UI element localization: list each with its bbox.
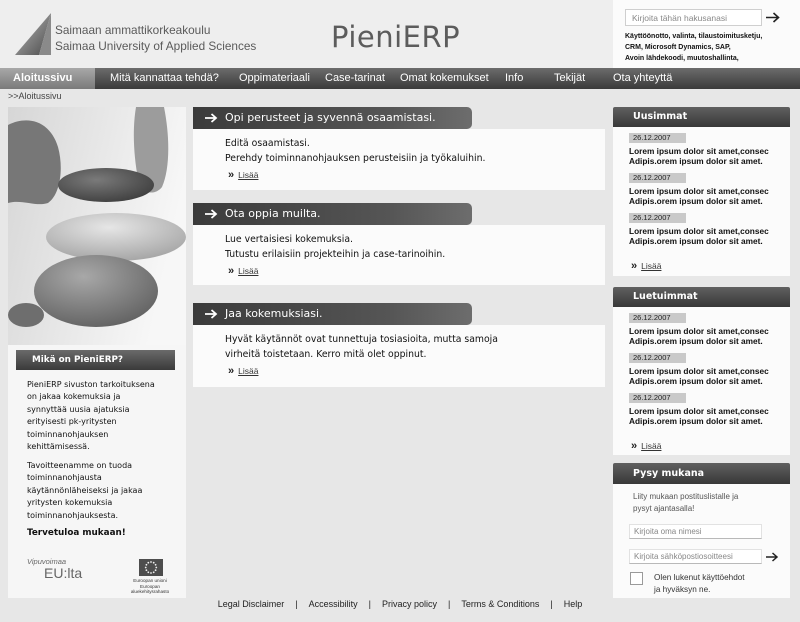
- nav-item-aloitussivu[interactable]: Aloitussivu: [0, 68, 95, 89]
- double-chevron-icon: [631, 260, 637, 272]
- section-heading-text: Ota oppia muilta.: [225, 207, 321, 220]
- main-nav: [0, 68, 800, 89]
- section-box-share: [193, 325, 605, 387]
- more-link[interactable]: [228, 365, 605, 377]
- eu-flag-icon: [139, 559, 163, 576]
- section-box-learn-from-others: [193, 225, 605, 285]
- footer-separator: |: [295, 599, 298, 609]
- more-link[interactable]: [228, 265, 605, 277]
- search-input[interactable]: [625, 9, 762, 26]
- email-input[interactable]: [629, 549, 762, 564]
- news-text[interactable]: Adipis.orem ipsum dolor sit amet.: [629, 376, 763, 386]
- section-heading-share[interactable]: [193, 303, 472, 325]
- latest-heading: Uusimmat: [613, 107, 790, 127]
- site-title[interactable]: PieniERP: [331, 20, 461, 54]
- tag-cloud[interactable]: Käyttöönotto, valinta, tilaustoimitusketju, CRM, Microsoft Dynamics, SAP, Avoin lähdekoodi, muutoshallinta,: [625, 33, 763, 62]
- section-box-learn: [193, 129, 605, 190]
- vipuvoimaa-logo-big: EU:lta: [44, 565, 83, 581]
- submit-arrow-icon[interactable]: [766, 552, 779, 562]
- news-text[interactable]: Lorem ipsum dolor sit amet,consec: [629, 406, 769, 416]
- stacked-stones-image: [8, 107, 186, 345]
- newsletter-description: Liity mukaan postituslistalle ja pysyt ajantasalla!: [633, 492, 739, 513]
- news-item[interactable]: [629, 213, 790, 253]
- news-item[interactable]: [629, 173, 790, 213]
- news-text[interactable]: Lorem ipsum dolor sit amet,consec: [629, 226, 769, 236]
- section-heading-learn-from-others[interactable]: [193, 203, 472, 225]
- more-link-label[interactable]: Lisää: [238, 170, 259, 180]
- more-link-label[interactable]: Lisää: [641, 261, 662, 271]
- news-date: 26.12.2007: [629, 393, 686, 403]
- section-heading-learn[interactable]: [193, 107, 472, 129]
- footer-link-accessibility[interactable]: Accessibility: [308, 599, 358, 609]
- news-item[interactable]: [629, 393, 790, 433]
- footer-link-privacy-policy[interactable]: Privacy policy: [381, 599, 437, 609]
- section-text-line: Editä osaamistasi.: [225, 138, 310, 149]
- nav-item-oppimateriaali[interactable]: Oppimateriaali: [239, 72, 310, 84]
- sidebar-goal-paragraph: Tavoitteenamme on tuoda toiminnanohjausta käytännönläheiseksi ja jakaa yritysten kokemuksia toiminnanohjauksesta.: [27, 461, 143, 520]
- footer-link-help[interactable]: Help: [563, 599, 583, 609]
- section-text-line: Tutustu erilaisiin projekteihin ja case-tarinoihin.: [225, 249, 446, 260]
- most-read-more-link[interactable]: [631, 440, 790, 452]
- most-read-heading: Luetuimmat: [613, 287, 790, 307]
- news-text[interactable]: Adipis.orem ipsum dolor sit amet.: [629, 236, 763, 246]
- footer: [0, 597, 800, 611]
- footer-separator: |: [368, 599, 371, 609]
- footer-separator: |: [448, 599, 451, 609]
- nav-item-mita-kannattaa-tehda[interactable]: Mitä kannattaa tehdä?: [110, 72, 219, 84]
- news-text[interactable]: Adipis.orem ipsum dolor sit amet.: [629, 416, 763, 426]
- more-link-label[interactable]: Lisää: [641, 441, 662, 451]
- double-chevron-icon: [228, 265, 234, 277]
- news-item[interactable]: [629, 313, 790, 353]
- section-text-line: Lue vertaisiesi kokemuksia.: [225, 234, 354, 245]
- news-date: 26.12.2007: [629, 213, 686, 223]
- most-read-box: [613, 307, 790, 455]
- news-date: 26.12.2007: [629, 173, 686, 183]
- latest-box: [613, 127, 790, 276]
- news-text[interactable]: Adipis.orem ipsum dolor sit amet.: [629, 196, 763, 206]
- nav-item-omat-kokemukset[interactable]: Omat kokemukset: [400, 72, 489, 84]
- newsletter-heading: Pysy mukana: [613, 463, 790, 484]
- section-text-line: Perehdy toiminnanohjauksen perusteisiin ja työkaluihin.: [225, 153, 486, 164]
- news-text[interactable]: Lorem ipsum dolor sit amet,consec: [629, 326, 769, 336]
- news-text[interactable]: Adipis.orem ipsum dolor sit amet.: [629, 336, 763, 346]
- news-date: 26.12.2007: [629, 353, 686, 363]
- nav-item-ota-yhteytta[interactable]: Ota yhteyttä: [613, 72, 673, 84]
- search-arrow-icon[interactable]: [765, 11, 781, 24]
- more-link-label[interactable]: Lisää: [238, 266, 259, 276]
- news-text[interactable]: Lorem ipsum dolor sit amet,consec: [629, 366, 769, 376]
- nav-item-tekijat[interactable]: Tekijät: [554, 72, 586, 84]
- nav-item-info[interactable]: Info: [505, 72, 524, 84]
- nav-item-case-tarinat[interactable]: Case-tarinat: [325, 72, 385, 84]
- news-date: 26.12.2007: [629, 313, 686, 323]
- double-chevron-icon: [631, 440, 637, 452]
- terms-label: Olen lukenut käyttöehdot ja hyväksyn ne.: [654, 573, 745, 594]
- news-text[interactable]: Lorem ipsum dolor sit amet,consec: [629, 186, 769, 196]
- footer-link-terms[interactable]: Terms & Conditions: [461, 599, 540, 609]
- sidebar-welcome: Tervetuloa mukaan!: [27, 528, 126, 538]
- more-link[interactable]: [228, 169, 605, 181]
- breadcrumb[interactable]: >>Aloitussivu: [8, 91, 62, 101]
- news-text[interactable]: Adipis.orem ipsum dolor sit amet.: [629, 156, 763, 166]
- sidebar-intro-paragraph: PieniERP sivuston tarkoituksena on jakaa kokemuksia ja synnyttää uusia ajatuksia erityisesti pk-yritysten toiminnanohjauksen kehittämisessä.: [27, 380, 155, 452]
- section-heading-text: Jaa kokemuksiasi.: [225, 307, 323, 320]
- section-text-line: virheitä toistetaan. Kerro mitä olet oppinut.: [225, 349, 427, 360]
- sidebar-heading: Mikä on PieniERP?: [16, 350, 175, 370]
- double-chevron-icon: [228, 169, 234, 181]
- section-text-line: Hyvät käytännöt ovat tunnettuja tosiasioita, mutta samoja: [225, 334, 498, 345]
- news-text[interactable]: Lorem ipsum dolor sit amet,consec: [629, 146, 769, 156]
- latest-more-link[interactable]: [631, 260, 790, 272]
- school-name-en: Saimaa University of Applied Sciences: [55, 39, 257, 53]
- arrow-right-icon: [205, 309, 218, 319]
- footer-link-legal-disclaimer[interactable]: Legal Disclaimer: [217, 599, 285, 609]
- name-input[interactable]: [629, 524, 762, 539]
- eu-logo-line1: Euroopan unioni: [133, 578, 167, 583]
- footer-separator: |: [550, 599, 553, 609]
- arrow-right-icon: [205, 209, 218, 219]
- vipuvoimaa-logo-small: Vipuvoimaa: [27, 557, 67, 566]
- eu-logo-line2: Euroopan aluekehitysrahasto: [130, 583, 170, 594]
- eu-logo-caption: [124, 578, 176, 595]
- news-item[interactable]: [629, 353, 790, 393]
- more-link-label[interactable]: Lisää: [238, 366, 259, 376]
- terms-checkbox[interactable]: [630, 572, 643, 585]
- news-date: 26.12.2007: [629, 133, 686, 143]
- arrow-right-icon: [205, 113, 218, 123]
- saimaa-logo-icon[interactable]: [13, 13, 53, 57]
- section-heading-text: Opi perusteet ja syvennä osaamistasi.: [225, 111, 436, 124]
- school-name-fi: Saimaan ammattikorkeakoulu: [55, 23, 211, 37]
- double-chevron-icon: [228, 365, 234, 377]
- news-item[interactable]: [629, 133, 790, 173]
